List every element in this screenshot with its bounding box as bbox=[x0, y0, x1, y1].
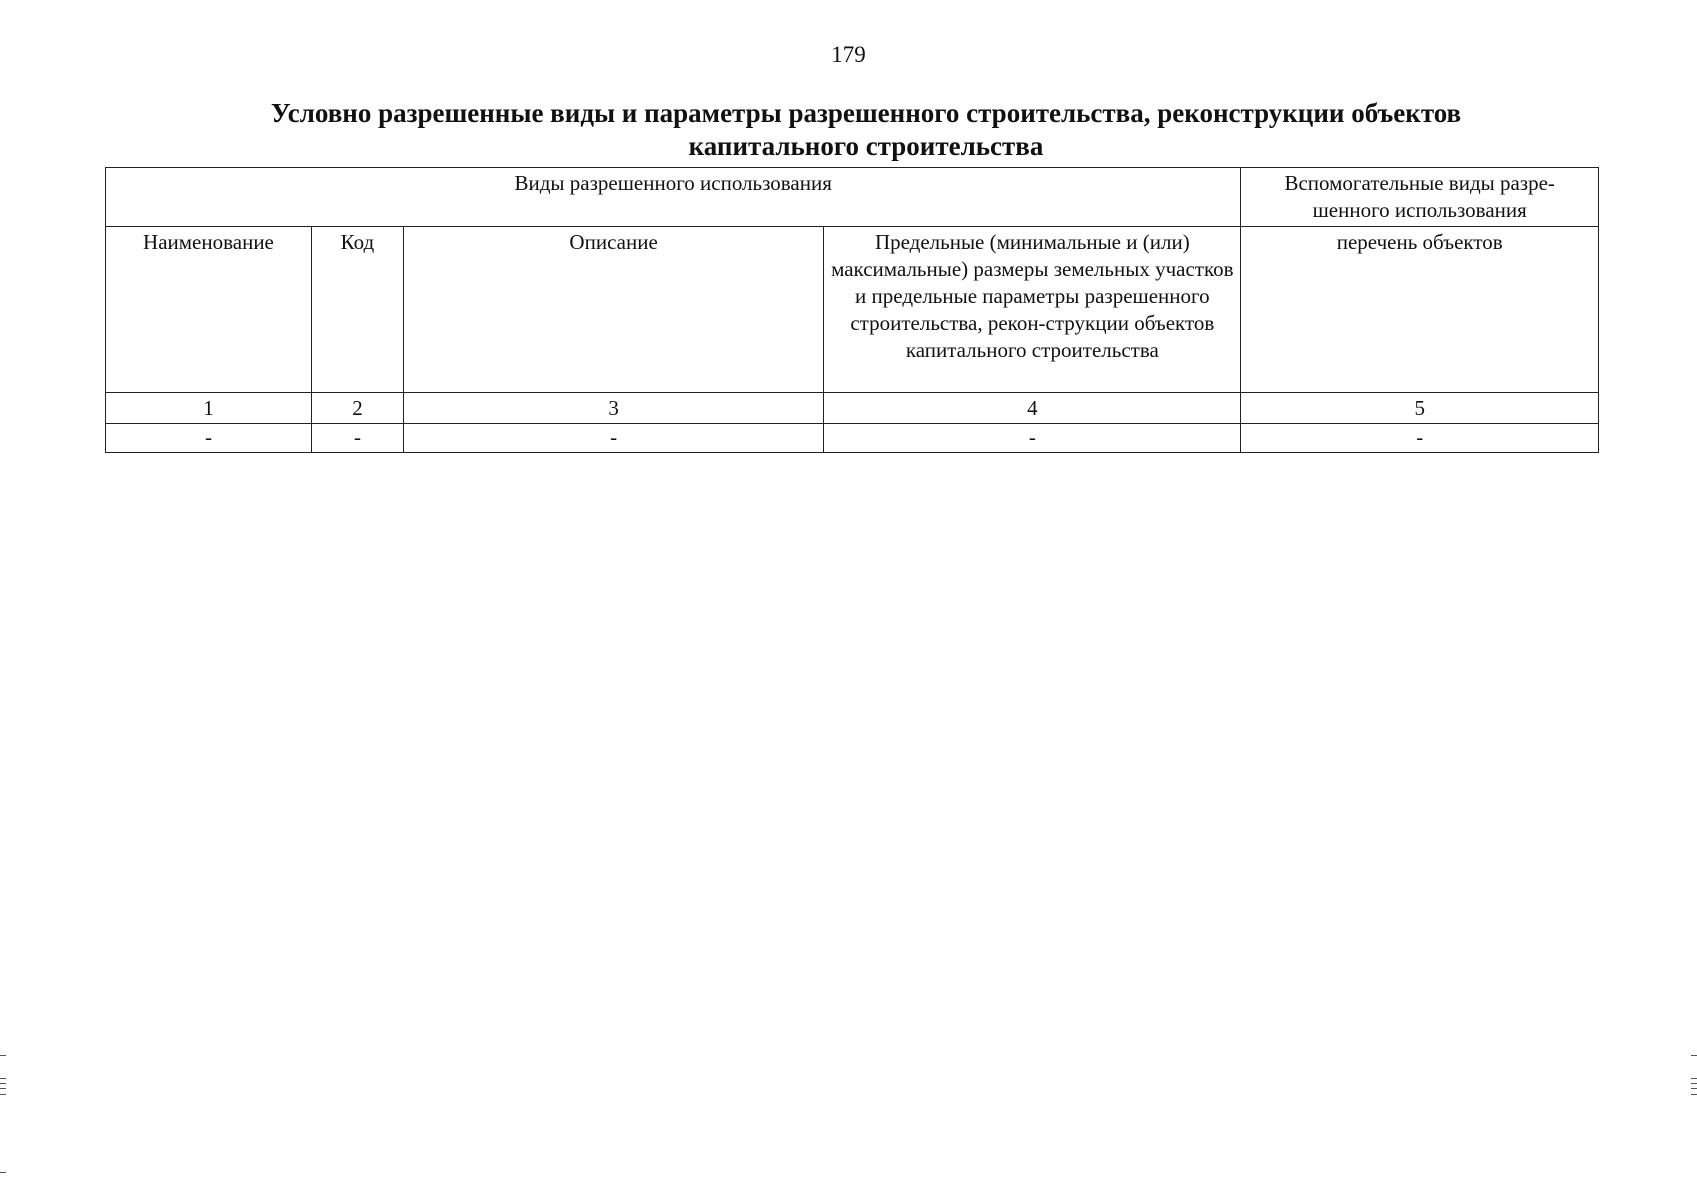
table-row bbox=[106, 424, 1599, 453]
column-header-description: Описание bbox=[403, 227, 823, 393]
scan-edge-mark bbox=[0, 1088, 6, 1089]
scan-edge-mark bbox=[1691, 1094, 1697, 1095]
scan-edge-mark bbox=[1691, 1088, 1697, 1089]
group-header-auxiliary-uses: Вспомогательные виды разре-шенного использования bbox=[1241, 168, 1599, 227]
permitted-uses-table bbox=[105, 167, 1599, 453]
table-group-header-row bbox=[106, 168, 1599, 227]
document-title bbox=[150, 97, 1582, 163]
table-cell: - bbox=[824, 424, 1241, 453]
table-column-header-row bbox=[106, 227, 1599, 393]
group-header-permitted-uses: Виды разрешенного использования bbox=[106, 168, 1241, 227]
table-cell: - bbox=[106, 424, 312, 453]
scan-edge-mark bbox=[0, 1078, 6, 1079]
scan-edge-mark bbox=[0, 1094, 6, 1095]
column-number: 2 bbox=[311, 393, 403, 424]
column-header-limit-parameters: Предельные (минимальные и (или) максимальные) размеры земельных участков и предельные параметры разрешенного строительства, рекон-струкции объектов капитального строительства bbox=[824, 227, 1241, 393]
column-number: 4 bbox=[824, 393, 1241, 424]
scan-edge-mark bbox=[0, 1083, 6, 1084]
scan-edge-mark bbox=[0, 1055, 6, 1056]
table-column-number-row bbox=[106, 393, 1599, 424]
column-header-code: Код bbox=[311, 227, 403, 393]
column-number: 3 bbox=[403, 393, 823, 424]
column-header-object-list: перечень объектов bbox=[1241, 227, 1599, 393]
scan-edge-mark bbox=[1691, 1055, 1697, 1056]
document-title-line-2: капитального строительства bbox=[688, 131, 1044, 161]
table-cell: - bbox=[1241, 424, 1599, 453]
page-number: 179 bbox=[831, 42, 866, 67]
column-number: 1 bbox=[106, 393, 312, 424]
scan-edge-mark bbox=[0, 1172, 6, 1173]
table-cell: - bbox=[403, 424, 823, 453]
column-number: 5 bbox=[1241, 393, 1599, 424]
document-title-line-1: Условно разрешенные виды и параметры разрешенного строительства, реконструкции объектов bbox=[270, 98, 1462, 128]
scan-edge-mark bbox=[1691, 1083, 1697, 1084]
table-cell: - bbox=[311, 424, 403, 453]
column-header-name: Наименование bbox=[106, 227, 312, 393]
scan-edge-mark bbox=[1691, 1078, 1697, 1079]
